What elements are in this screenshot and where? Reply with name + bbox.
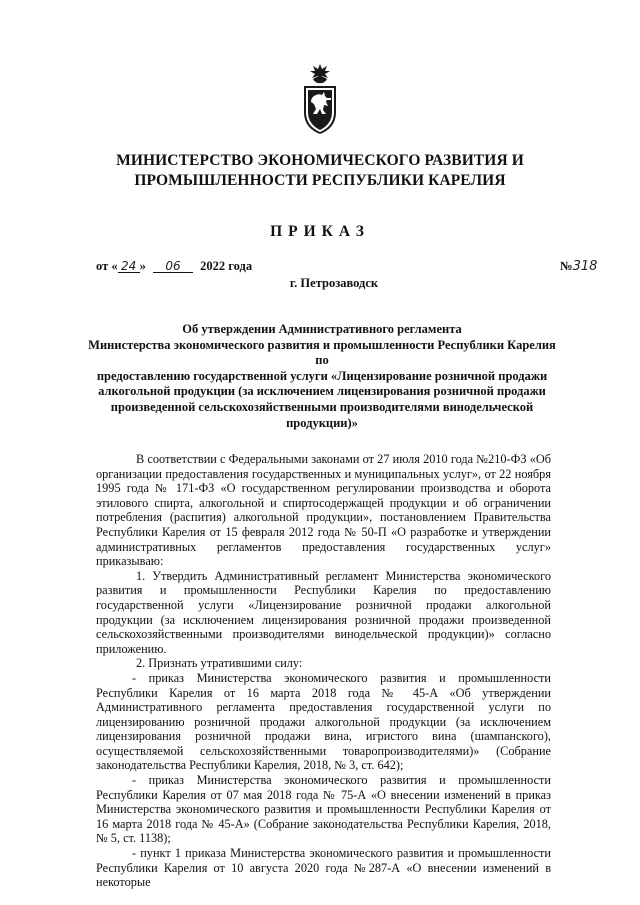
- body-item-1: 1. Утвердить Административный регламент Министерства экономического развития и промышленности Республики Карелия по предоставлению государственной услуги «Лицензирование розничной продажи алкогольной продукции (за исключением лицензирования розничной продажи произведенной сельскохозяйственными производителями винодельческой продукции)» согласно приложению.: [96, 568, 551, 656]
- city-name: г. Петрозаводск: [289, 276, 379, 290]
- subject-line-2: Министерства экономического развития и промышленности Республики Карелия по: [88, 337, 556, 368]
- subject-line-4: алкогольной продукции (за исключением лицензирования розничной продажи: [98, 384, 546, 399]
- ministry-line-2: ПРОМЫШЛЕННОСТИ РЕСПУБЛИКИ КАРЕЛИЯ: [134, 172, 506, 189]
- number-value-handwritten: 318: [572, 259, 598, 274]
- date-quote-close: »: [139, 259, 146, 273]
- coat-of-arms-emblem: [300, 62, 340, 136]
- date-month-handwritten: 06: [153, 260, 193, 273]
- body-subitem-3: - пункт 1 приказа Министерства экономического развития и промышленности Республики Карелия от 10 августа 2020 года №287-А «О внесении изменений в некоторые: [96, 846, 551, 890]
- body-intro-paragraph: В соответствии с Федеральными законами от 27 июля 2010 года №210-ФЗ «Об организации предоставления государственных и муниципальных услуг», от 22 ноября 1995 года № 171-ФЗ «О государственном регулировании производства и оборота этилового спирта, алкогольной и спиртосодержащей продукции и об ограничении потребления (распития) алкогольной продукции», постановлением Правительства Республики Карелия от 15 февраля 2012 года № 50-П «О разработке и утверждении административных регламентов предоставления государственных услуг» приказываю:: [96, 452, 551, 569]
- order-subject: [86, 322, 558, 431]
- subject-line-5: произведенной сельскохозяйственными производителями винодельческой: [110, 399, 534, 414]
- document-type-title: ПРИКАЗ: [270, 223, 370, 240]
- date-prefix: от «: [96, 259, 118, 273]
- body-subitem-2: - приказ Министерства экономического развития и промышленности Республики Карелия от 07 мая 2018 года № 75-А «О внесении изменений в приказ Министерства экономического развития и промышленности Республики Карелия от 16 марта 2018 года № 45-А» (Собрание законодательства Республики Карелия, 2018, № 5, ст. 1138);: [96, 773, 551, 846]
- order-number: [560, 259, 597, 274]
- subject-line-3: предоставлению государственной услуги «Лицензирование розничной продажи: [96, 368, 548, 383]
- order-date: [96, 259, 252, 274]
- ministry-line-1: МИНИСТЕРСТВО ЭКОНОМИЧЕСКОГО РАЗВИТИЯ И: [116, 152, 524, 169]
- subject-line-6: продукции)»: [286, 415, 358, 430]
- number-prefix: №: [560, 259, 573, 273]
- subject-line-1: Об утверждении Административного регламента: [182, 322, 462, 336]
- date-day-handwritten: 24: [118, 260, 140, 273]
- ministry-name: [0, 151, 640, 191]
- body-item-2: 2. Признать утратившими силу:: [136, 656, 303, 671]
- order-body: [96, 452, 551, 890]
- body-subitem-1: - приказ Министерства экономического развития и промышленности Республики Карелия от 16 марта 2018 года № 45-А «Об утверждении Административного регламента предоставления государственной услуги по лицензированию розничной продажи алкогольной продукции (за исключением лицензирования розничной продажи вина, игристого вина (шампанского), осуществляемой сельскохозяйственными товаропроизводителями)» (Собрание законодательства Республики Карелия, 2018, № 3, ст. 642);: [96, 670, 551, 773]
- city-line: [0, 276, 640, 291]
- date-year: 2022 года: [200, 259, 253, 273]
